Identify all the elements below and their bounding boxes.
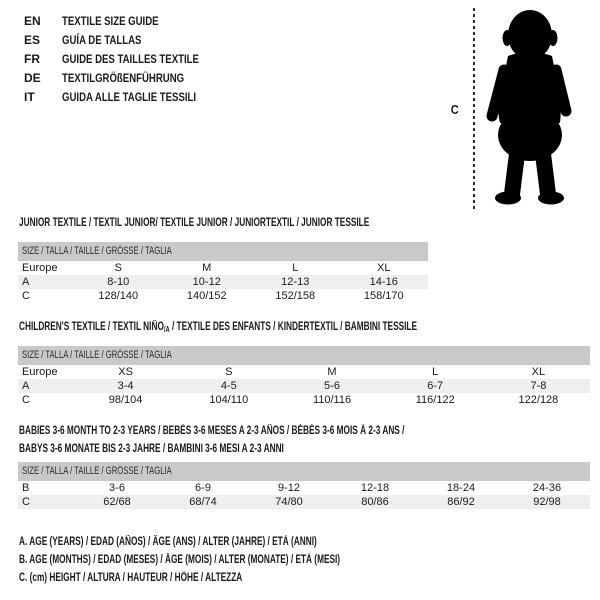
note-age-months: B. AGE (MONTHS) / EDAD (MESES) / ÂGE (MOIS) / ALTER (MONATE) / ETÀ (MESI) bbox=[19, 554, 341, 566]
children-title-part1: CHILDREN'S TEXTILE / TEXTIL NIÑO bbox=[19, 321, 164, 333]
babies-section-title bbox=[19, 422, 404, 458]
age-cell: 12-18 bbox=[360, 482, 390, 494]
height-measure-label: C bbox=[450, 102, 459, 117]
height-cell: 68/74 bbox=[189, 496, 217, 508]
age-cell: 7-8 bbox=[530, 380, 547, 392]
size-header-label: SIZE / TALLA / TAILLE / GRÖSSE / TAGLIA bbox=[22, 245, 172, 257]
age-cell: 8-10 bbox=[107, 276, 130, 288]
children-title-part2: / TEXTILE DES ENFANTS / KINDERTEXTIL / BAMBINI TESSILE bbox=[169, 321, 418, 333]
language-row-en bbox=[24, 12, 233, 31]
size-cell: XL bbox=[377, 262, 391, 274]
language-code: ES bbox=[24, 33, 41, 47]
size-cell: S bbox=[225, 366, 233, 378]
language-code: EN bbox=[24, 14, 41, 28]
height-measure-line bbox=[473, 8, 475, 210]
legend-notes bbox=[19, 533, 465, 587]
age-cell: 9-12 bbox=[277, 482, 301, 494]
language-title: GUIDE DES TAILLES TEXTILE bbox=[62, 52, 199, 66]
table-row-height bbox=[18, 289, 428, 303]
table-row-age bbox=[18, 275, 428, 289]
language-code: IT bbox=[24, 90, 35, 104]
language-code: FR bbox=[24, 52, 40, 66]
babies-size-table bbox=[18, 462, 590, 509]
table-row-europe bbox=[18, 365, 590, 379]
language-title: GUIDA ALLE TAGLIE TESSILI bbox=[62, 90, 197, 104]
size-cell: M bbox=[202, 262, 212, 274]
height-cell: 62/68 bbox=[103, 496, 131, 508]
row-label: C bbox=[22, 496, 30, 508]
row-label: Europe bbox=[22, 366, 58, 378]
note-height-cm: C. (cm) HEIGHT / ALTURA / HAUTEUR / HÖHE / ALTEZZA bbox=[19, 572, 243, 584]
children-size-table bbox=[18, 346, 590, 407]
size-cell: S bbox=[114, 262, 122, 274]
language-row-de bbox=[24, 69, 233, 88]
age-cell: 5-6 bbox=[324, 380, 340, 392]
row-label: A bbox=[22, 380, 30, 392]
age-cell: 4-5 bbox=[220, 380, 237, 392]
row-label: Europe bbox=[22, 262, 58, 274]
height-cell: 158/170 bbox=[363, 290, 404, 302]
language-row-es bbox=[24, 31, 233, 50]
age-cell: 6-7 bbox=[427, 380, 444, 392]
table-row-height bbox=[18, 495, 590, 509]
size-cell: L bbox=[292, 262, 299, 274]
age-cell: 12-13 bbox=[281, 276, 310, 288]
height-cell: 86/92 bbox=[447, 496, 475, 508]
language-row-fr bbox=[24, 50, 233, 69]
height-cell: 116/122 bbox=[415, 394, 455, 406]
language-title: TEXTILGRÖßENFÜHRUNG bbox=[62, 71, 185, 85]
size-cell: L bbox=[432, 366, 439, 378]
row-label: C bbox=[22, 290, 30, 302]
note-age-years: A. AGE (YEARS) / EDAD (AÑOS) / ÂGE (ANS) / ALTER (JAHRE) / ETÀ (ANNI) bbox=[19, 536, 317, 548]
height-cell: 110/116 bbox=[312, 394, 352, 406]
height-cell: 74/80 bbox=[275, 496, 303, 508]
size-header-label: SIZE / TALLA / TAILLE / GRÖSSE / TAGLIA bbox=[22, 465, 172, 477]
table-row-height bbox=[18, 393, 590, 407]
size-cell: XS bbox=[118, 366, 133, 378]
size-header-bar bbox=[18, 346, 590, 365]
age-cell: 3-4 bbox=[117, 380, 134, 392]
row-label: A bbox=[22, 276, 30, 288]
row-label: B bbox=[22, 482, 30, 494]
table-row-age-months bbox=[18, 481, 590, 495]
junior-section-title: JUNIOR TEXTILE / TEXTIL JUNIOR/ TEXTILE JUNIOR / JUNIORTEXTIL / JUNIOR TESSILE bbox=[19, 217, 370, 229]
junior-size-table bbox=[18, 242, 428, 303]
height-cell: 80/86 bbox=[361, 496, 389, 508]
language-row-it bbox=[24, 88, 233, 107]
baby-silhouette-icon bbox=[478, 8, 578, 210]
size-header-bar bbox=[18, 462, 590, 481]
age-cell: 6-9 bbox=[195, 482, 211, 494]
size-header-label: SIZE / TALLA / TAILLE / GRÖSSE / TAGLIA bbox=[22, 349, 172, 361]
height-cell: 128/140 bbox=[98, 290, 139, 302]
row-label: C bbox=[22, 394, 30, 406]
age-cell: 14-16 bbox=[369, 276, 398, 288]
babies-title-line2: BABYS 3-6 MONATE BIS 2-3 JAHRE / BAMBINI 3-6 MESI A 2-3 ANNI bbox=[19, 443, 284, 455]
children-section-title bbox=[19, 320, 417, 337]
baby-height-figure bbox=[440, 0, 600, 220]
height-cell: 152/158 bbox=[275, 290, 316, 302]
language-title: TEXTILE SIZE GUIDE bbox=[62, 14, 159, 28]
table-row-europe bbox=[18, 261, 428, 275]
height-cell: 104/110 bbox=[209, 394, 249, 406]
table-row-age bbox=[18, 379, 590, 393]
age-cell: 3-6 bbox=[109, 482, 125, 494]
babies-title-line1: BABIES 3-6 MONTH TO 2-3 YEARS / BEBÉS 3-6 MESES A 2-3 AÑOS / BÉBÉS 3-6 MOIS À 2-3 ANS / bbox=[19, 425, 405, 437]
language-code: DE bbox=[24, 71, 41, 85]
language-title: GUÍA DE TALLAS bbox=[62, 33, 142, 47]
children-title-subscript: /A bbox=[163, 325, 170, 334]
height-cell: 140/152 bbox=[186, 290, 227, 302]
height-cell: 98/104 bbox=[108, 394, 143, 406]
height-cell: 122/128 bbox=[518, 394, 559, 406]
size-cell: M bbox=[327, 366, 337, 378]
size-cell: XL bbox=[531, 366, 546, 378]
height-cell: 92/98 bbox=[533, 496, 561, 508]
language-list bbox=[24, 12, 233, 107]
age-cell: 24-36 bbox=[532, 482, 562, 494]
age-cell: 18-24 bbox=[446, 482, 476, 494]
size-header-bar bbox=[18, 242, 428, 261]
age-cell: 10-12 bbox=[192, 276, 221, 288]
